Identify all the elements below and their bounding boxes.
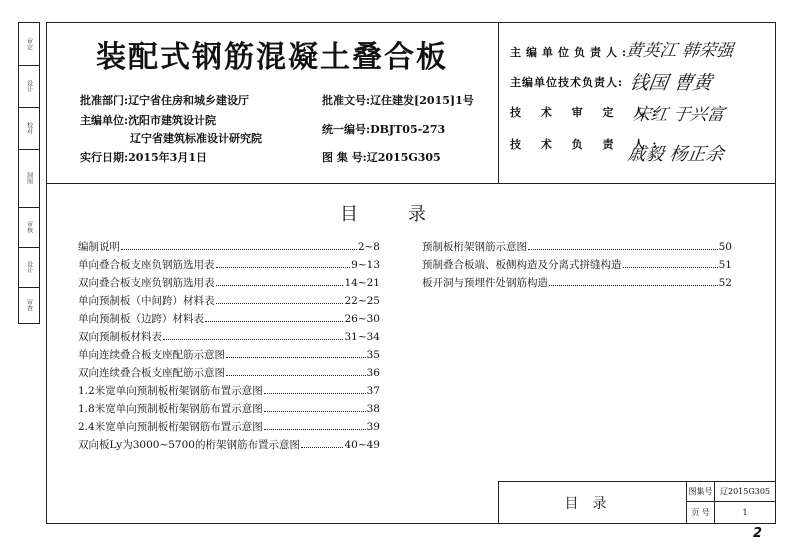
approval-no-label: 批准文号: [322,94,371,107]
toc-item[interactable] [78,418,380,436]
binding-strip [18,22,40,324]
toc-leader-dots [264,419,366,430]
approval-no-value: 辽住建发[2015]1号 [370,94,474,107]
toc-leader-dots [216,293,344,304]
side-cell: 制图 [19,149,39,208]
toc-item-title: 双向叠合板支座负钢筋选用表 [78,277,215,289]
atlas-no [322,149,441,165]
toc-item-pages: 35 [366,349,380,361]
resp-label: 技 术 负 责 人: [510,138,665,151]
toc-heading: 目录 [340,204,476,225]
resp-label: 主编单位技术负责人: [510,76,624,89]
toc-item-pages: 40~49 [344,439,380,451]
toc-item[interactable] [78,382,380,400]
unified-no-label: 统一编号: [322,123,371,136]
toc-item-pages: 51 [718,259,732,271]
toc-leader-dots [226,365,366,376]
toc-item-pages: 31~34 [344,331,380,343]
title-block-title: 目录 [499,482,687,523]
toc-item-pages: 37 [366,385,380,397]
toc-item[interactable] [422,274,732,292]
toc-leader-dots [163,329,343,340]
toc-item[interactable] [78,310,380,328]
resp-label: 技 术 审 定 人: [510,106,665,119]
toc-item-title: 编制说明 [78,241,120,253]
approval-dept [80,92,249,108]
toc-leader-dots [205,311,343,322]
toc-item-pages: 50 [718,241,732,253]
toc-leader-dots [264,401,366,412]
toc-leader-dots [226,347,366,358]
side-cell: 校对 [19,107,39,150]
toc-item-pages: 9~13 [351,259,380,271]
side-cell: 审定 [19,23,39,66]
signature: 戚毅 杨正余 [626,144,725,165]
page-number: 2 [753,526,763,541]
toc-leader-dots [301,437,344,448]
implement-date-label: 实行日期: [80,151,129,164]
toc-item[interactable] [78,238,380,256]
toc-item-pages: 39 [366,421,380,433]
toc-item[interactable] [78,274,380,292]
toc-right-column [422,238,732,292]
implement-date [80,149,207,165]
implement-date-value: 2015年3月1日 [128,151,207,164]
toc-leader-dots [623,257,718,268]
editor-unit-label: 主编单位: [80,114,129,127]
toc-item-pages: 26~30 [344,313,380,325]
toc-item-title: 板开洞与预埋件处钢筋构造 [422,277,548,289]
signature: 宋红 于兴富 [632,105,726,125]
resp-label: 主编单位负责人: [510,46,632,59]
toc-item-pages: 14~21 [344,277,380,289]
toc-left-column [78,238,380,454]
toc-item[interactable] [78,346,380,364]
toc-item-title: 预制板桁架钢筋示意图 [422,241,527,253]
atlas-label: 图集号 [687,482,715,502]
side-cell: 审核 [19,207,39,248]
toc-item-pages: 36 [366,367,380,379]
toc-leader-dots [549,275,718,286]
toc-item[interactable] [78,364,380,382]
toc-item[interactable] [78,292,380,310]
toc-item-title: 双向板Ly为3000~5700的桁架钢筋布置示意图 [78,439,300,451]
atlas-no-label: 图 集 号: [322,151,367,164]
page-value: 1 [742,508,748,517]
toc-item-title: 双向连续叠合板支座配筋示意图 [78,367,225,379]
toc-item[interactable] [78,400,380,418]
approval-dept-value: 辽宁省住房和城乡建设厅 [128,94,250,107]
side-cell: 设计 [19,247,39,288]
approval-dept-label: 批准部门: [80,94,129,107]
atlas-value: 辽2015G305 [715,482,775,502]
toc-item-title: 单向预制板（边跨）材料表 [78,313,204,325]
toc-item[interactable] [422,238,732,256]
toc-item-pages: 38 [366,403,380,415]
toc-item-title: 单向叠合板支座负钢筋选用表 [78,259,215,271]
toc-item-title: 2.4米宽单向预制板桁架钢筋布置示意图 [78,421,263,433]
unified-no [322,121,445,137]
toc-item-title: 1.2米宽单向预制板桁架钢筋布置示意图 [78,385,263,397]
toc-item[interactable] [78,328,380,346]
toc-item-title: 双向预制板材料表 [78,331,162,343]
header-divider [498,22,499,184]
title-block [498,481,776,524]
side-cell: 设计 [19,65,39,108]
page-label: 页 号 [687,502,715,523]
toc-item-title: 单向连续叠合板支座配筋示意图 [78,349,225,361]
toc-item-pages: 2~8 [357,241,380,253]
toc-item-title: 单向预制板（中间跨）材料表 [78,295,215,307]
atlas-no-value: 辽2015G305 [366,151,441,164]
toc-item-title: 1.8米宽单向预制板桁架钢筋布置示意图 [78,403,263,415]
signature: 黄英江 韩荣强 [624,41,735,61]
toc-item-pages: 22~25 [344,295,380,307]
toc-leader-dots [121,239,357,250]
editor-unit [80,112,216,128]
page-title: 装配式钢筋混凝土叠合板 [96,40,448,75]
side-cell: 审查 [25,299,33,311]
toc-leader-dots [264,383,366,394]
unified-no-value: DBJT05-273 [370,123,446,136]
editor-unit-value-1: 沈阳市建筑设计院 [128,114,217,127]
toc-item[interactable] [422,256,732,274]
toc-item[interactable] [78,256,380,274]
toc-leader-dots [216,275,344,286]
toc-leader-dots [528,239,718,250]
signature: 钱国 曹黄 [628,72,714,94]
toc-item-title: 预制叠合板端、板侧构造及分离式拼缝构造 [422,259,622,271]
toc-leader-dots [216,257,351,268]
toc-item-pages: 52 [718,277,732,289]
editor-unit-value-2: 辽宁省建筑标准设计研究院 [130,132,262,145]
toc-item[interactable] [78,436,380,454]
approval-no [322,92,474,108]
